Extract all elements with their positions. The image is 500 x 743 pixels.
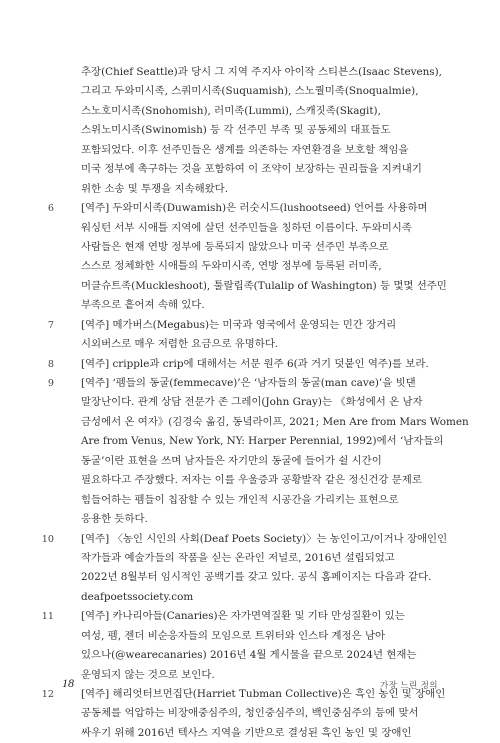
text-line: 동굴’이란 표현을 쓰며 남자들은 자기만의 동굴에 들어가 쉴 시간이 — [81, 454, 382, 467]
text-line: 시외버스로 매우 저렴한 요금으로 유명하다. — [81, 338, 279, 351]
text-line: [역주] 해리엇터브먼집단(Harriet Tubman Collective)은 흑인 농인 및 장애인 — [81, 688, 446, 700]
text-line: 스스로 정체화한 시애틀의 두와미시족, 연방 정부에 등록된 러미족, — [81, 260, 382, 273]
text-line: 추장(Chief Seattle)과 당시 그 지역 주지사 아이작 스티븐스(Isaac Stevens), — [81, 66, 442, 78]
text-line: [역주] cripple과 crip에 대해서는 서문 원주 6(과 거기 덧붙인 역주)를 보라. — [81, 357, 429, 370]
text-line: 필요하다고 주장했다. 저자는 이를 우울증과 공황발작 같은 정신건강 문제로 — [81, 474, 422, 487]
text-line: [역주] 〈농인 시인의 사회(Deaf Poets Society)〉는 농인이고/이거나 장애인인 — [81, 532, 448, 545]
note-number: 6 — [47, 203, 54, 215]
text-line: 워싱턴 서부 시애틀 지역에 살던 선주민들을 칭하던 이름이다. 두와미시족 — [81, 221, 412, 234]
note-number: 12 — [41, 689, 54, 700]
text-line: 사람들은 현재 연방 정부에 등록되지 않았으나 미국 선주민 부족으로 — [81, 240, 389, 253]
text-line: 미국 정부에 촉구하는 것을 포함하여 이 조약이 보장하는 권리들을 지켜내기 — [81, 163, 422, 176]
running-title: 가장 느린 정의 — [380, 680, 438, 690]
note-9 — [47, 374, 462, 393]
note-number: 7 — [47, 319, 54, 331]
text-line: deafpoetssociety.com — [81, 590, 194, 603]
note-8 — [47, 355, 462, 374]
text-line: [역주] ‘펨들의 동굴(femmecave)’은 ‘남자들의 동굴(man cave)’을 빗댄 — [81, 377, 416, 389]
text-line: 말장난이다. 관계 상담 전문가 존 그레이(John Gray)는 《화성에서 온 남자 — [81, 396, 423, 409]
page-number: 18 — [62, 676, 74, 690]
text-line: 응용한 듯하다. — [81, 513, 148, 526]
text-line: [역주] 메가버스(Megabus)는 미국과 영국에서 운영되는 민간 장거리 — [81, 318, 397, 331]
text-line: 힘들어하는 펨들이 칩잠할 수 있는 개인적 시공간을 가리키는 표현으로 — [81, 493, 399, 506]
text-line: [역주] 두와미시족(Duwamish)은 러숫시드(lushootseed) 언어를 사용하며 — [81, 202, 428, 215]
text-line: 그리고 두와미시족, 스쿼미시족(Suquamish), 스노퀄미족(Snoqualmie), — [81, 85, 419, 98]
text-line: 머클슈트족(Muckleshoot), 툴랄립족(Tulalip of Washington) 등 몇몇 선주민 — [81, 279, 447, 292]
text-line: [역주] 카나리아들(Canaries)은 자가면역질환 및 기타 만성질환이 있는 — [81, 610, 405, 623]
text-line: 작가들과 예술가들의 작품을 싣는 온라인 저널로, 2016년 설립되었고 — [81, 551, 395, 564]
text-line: 스노호미시족(Snohomish), 러미족(Lummi), 스캐짓족(Skagit), — [81, 104, 381, 117]
text-line: 위한 소송 및 투쟁을 지속해왔다. — [81, 182, 228, 195]
note-number: 9 — [47, 378, 54, 389]
text-line: 금성에서 온 여자》(김경숙 옮김, 동녘라이프, 2021; Men Are from Mars Women — [81, 415, 469, 428]
note-7 — [47, 316, 462, 335]
text-line: Are from Venus, New York, NY: Harper Perennial, 1992)에서 ‘남자들의 — [81, 435, 444, 448]
note-6 — [47, 199, 462, 218]
text-line: 공동체를 억압하는 비장애중심주의, 청인중심주의, 백인중심주의 등에 맞서 — [81, 707, 419, 720]
text-line: 여성, 펨, 젠더 비순응자들의 모임으로 트위터와 인스타 계정은 남아 — [81, 629, 386, 642]
text-line: 포함되었다. 이후 선주민들은 생계를 의존하는 자연환경을 보호할 책임을 — [81, 143, 409, 156]
text-line: 스위노미시족(Swinomish) 등 각 선주민 부족 및 공동체의 대표들도 — [81, 124, 391, 137]
text-line: 싸우기 위해 2016년 텍사스 지역을 기반으로 결성된 흑인 농인 및 장애인 — [81, 726, 412, 739]
text-line: 2022년 8월부터 임시적인 공백기를 갖고 있다. 공식 홈페이지는 다음과 같다. — [81, 571, 432, 584]
note-10 — [41, 530, 462, 549]
note-number: 8 — [47, 358, 54, 370]
note-number: 10 — [41, 533, 54, 545]
note-number: 11 — [41, 611, 54, 623]
notes-text — [41, 63, 469, 743]
text-line: 부족으로 흩어져 속해 있다. — [81, 299, 205, 312]
text-line: 있으나(@wearecanaries) 2016년 4월 게시물을 끝으로 2024년 현재는 — [81, 649, 417, 662]
note-11 — [41, 607, 462, 626]
text-line: 운영되지 않는 것으로 보인다. — [81, 668, 215, 681]
